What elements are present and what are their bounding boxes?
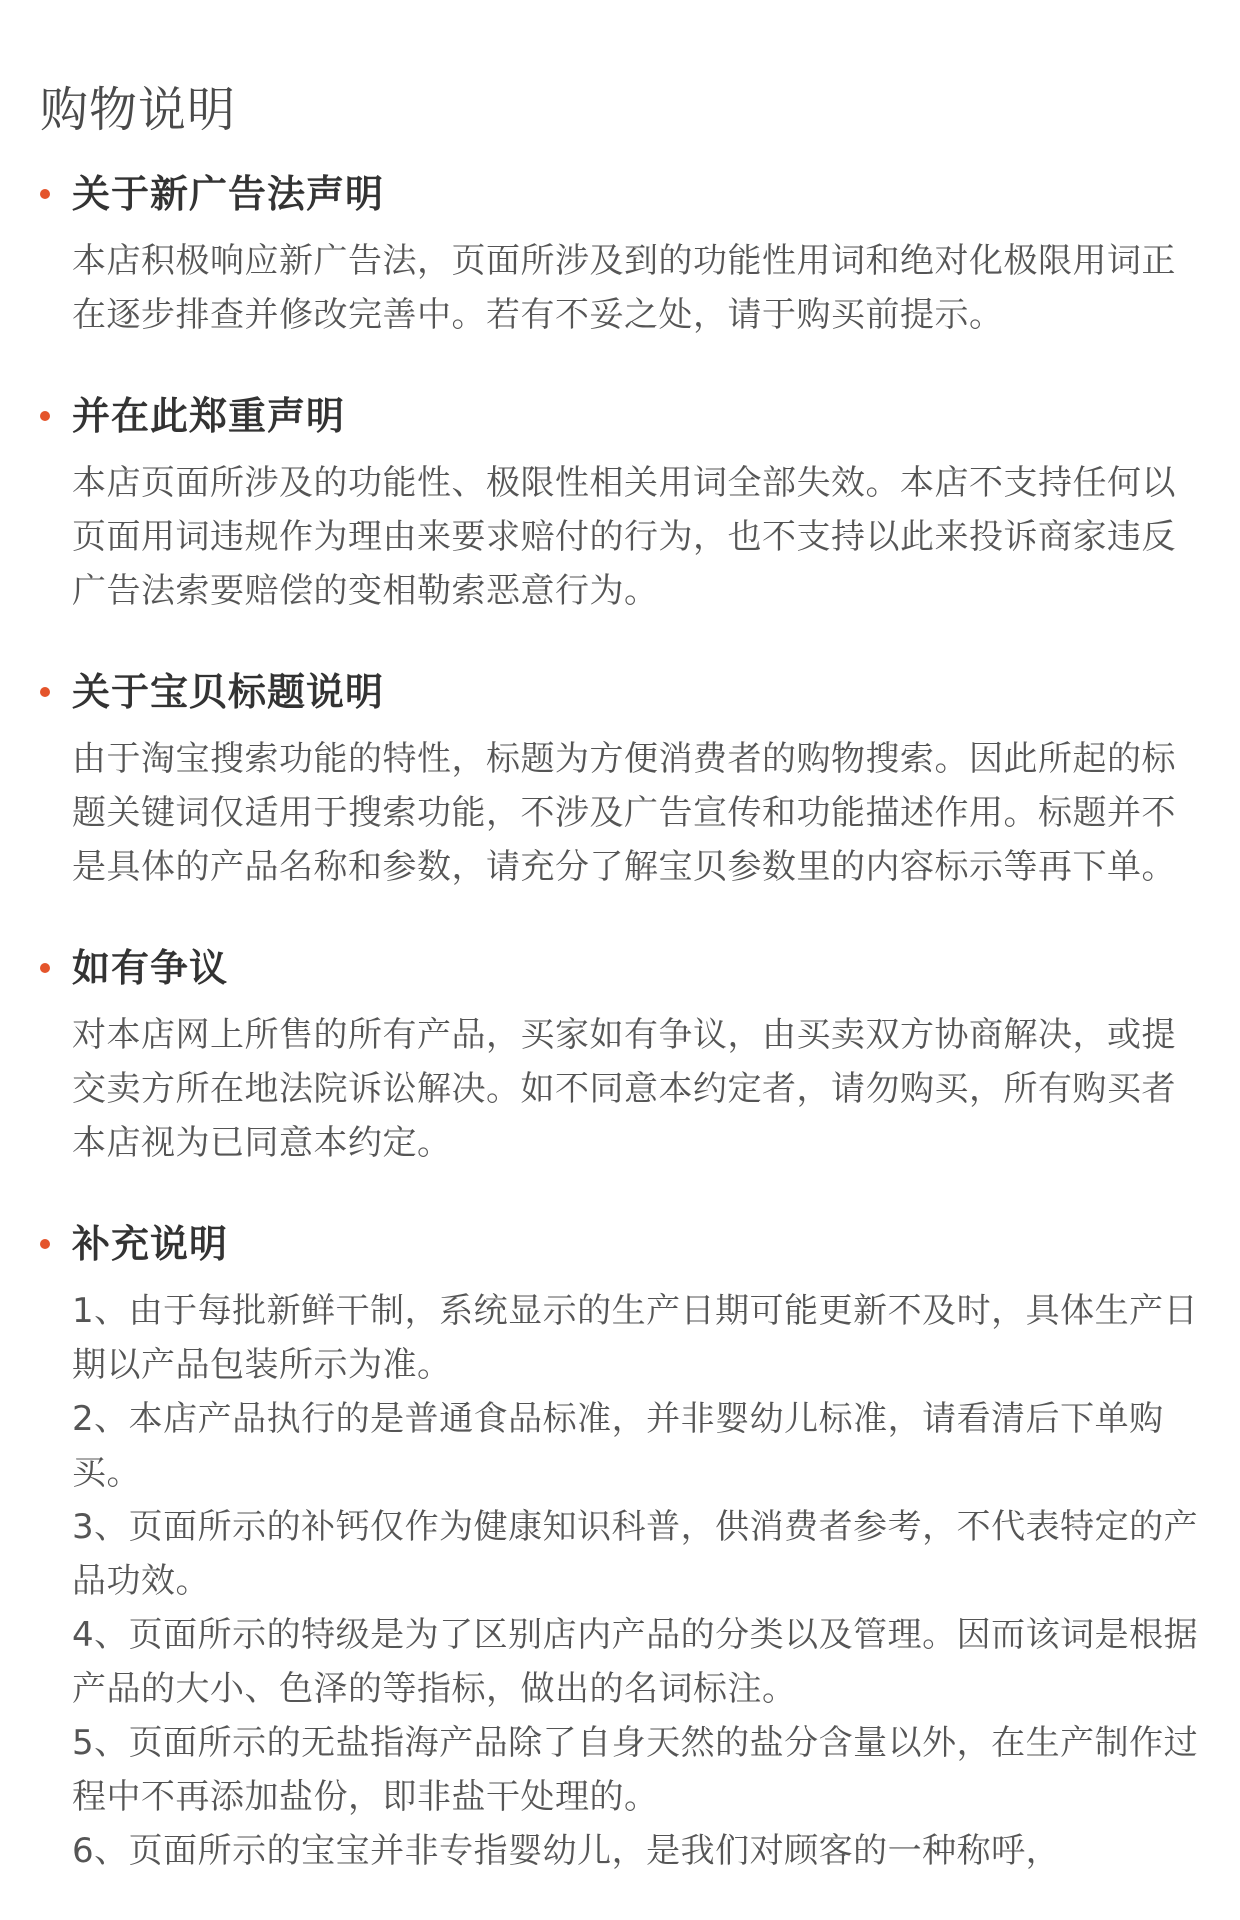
- section-body: 由于淘宝搜索功能的特性，标题为方便消费者的购物搜索。因此所起的标题关键词仅适用于搜索功能，不涉及广告宣传和功能描述作用。标题并不是具体的产品名称和参数，请充分了解宝贝参数里的内容标示等再下单。: [72, 739, 1176, 887]
- list-item: 4、页面所示的特级是为了区别店内产品的分类以及管理。因而该词是根据产品的大小、色泽的等指标，做出的名词标注。: [72, 1615, 1199, 1709]
- section-title-explanation: [40, 664, 1200, 894]
- section-heading: 补充说明: [72, 1222, 229, 1266]
- list-item: 3、页面所示的补钙仅作为健康知识科普，供消费者参考，不代表特定的产品功效。: [72, 1507, 1199, 1601]
- section-heading-row: [40, 388, 1200, 444]
- bullet-dot-icon: [40, 189, 50, 199]
- section-heading-row: [40, 1216, 1200, 1272]
- bullet-dot-icon: [40, 687, 50, 697]
- section-heading: 并在此郑重声明: [72, 394, 346, 438]
- section-heading: 关于宝贝标题说明: [72, 670, 385, 714]
- section-heading: 如有争议: [72, 946, 229, 990]
- list-item: 2、本店产品执行的是普通食品标准，并非婴幼儿标准，请看清后下单购买。: [72, 1399, 1164, 1493]
- section-solemn-statement: [40, 388, 1200, 618]
- list-item: 1、由于每批新鲜干制，系统显示的生产日期可能更新不及时，具体生产日期以产品包装所示为准。: [72, 1291, 1199, 1385]
- supplement-list: [72, 1284, 1200, 1878]
- list-item: 5、页面所示的无盐指海产品除了自身天然的盐分含量以外，在生产制作过程中不再添加盐份，即非盐干处理的。: [72, 1723, 1199, 1817]
- page-title: 购物说明: [40, 82, 237, 138]
- section-heading-row: [40, 166, 1200, 222]
- section-new-ad-law: [40, 166, 1200, 342]
- bullet-dot-icon: [40, 1239, 50, 1249]
- section-heading-row: [40, 940, 1200, 996]
- section-heading: 关于新广告法声明: [72, 172, 385, 216]
- section-body: 本店页面所涉及的功能性、极限性相关用词全部失效。本店不支持任何以页面用词违规作为理由来要求赔付的行为，也不支持以此来投诉商家违反广告法索要赔偿的变相勒索恶意行为。: [72, 463, 1176, 611]
- bullet-dot-icon: [40, 411, 50, 421]
- section-body: 本店积极响应新广告法，页面所涉及到的功能性用词和绝对化极限用词正在逐步排查并修改完善中。若有不妥之处，请于购买前提示。: [72, 241, 1176, 335]
- section-supplement: [40, 1216, 1200, 1878]
- list-item: 6、页面所示的宝宝并非专指婴幼儿，是我们对顾客的一种称呼，: [72, 1831, 1061, 1871]
- section-body: 对本店网上所售的所有产品，买家如有争议，由买卖双方协商解决，或提交卖方所在地法院诉讼解决。如不同意本约定者，请勿购买，所有购买者本店视为已同意本约定。: [72, 1015, 1176, 1163]
- section-disputes: [40, 940, 1200, 1170]
- bullet-dot-icon: [40, 963, 50, 973]
- section-heading-row: [40, 664, 1200, 720]
